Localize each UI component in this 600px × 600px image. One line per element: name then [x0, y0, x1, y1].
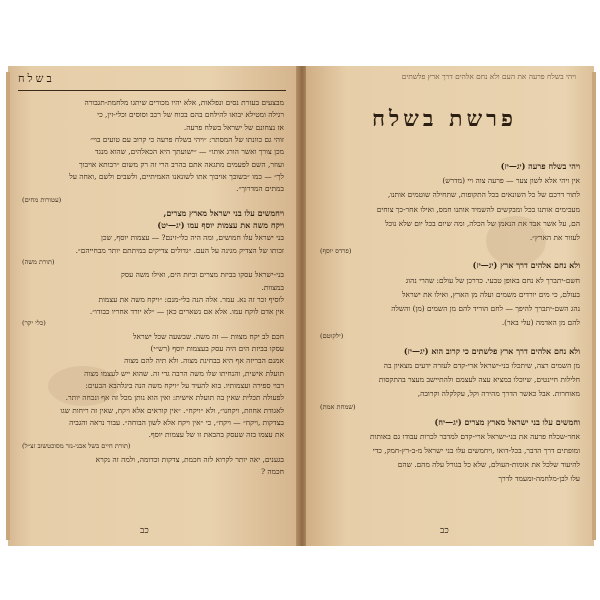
text-line: (פרדס יוסף)	[320, 247, 352, 256]
text-line: תועלת אישית, והנחיתו שלו משה הרבה גדי זה. שהוא ייש לעצמו מצוה	[84, 368, 284, 378]
text-line: ויחמשים עלו בני ישראל מארץ מצרים,	[163, 208, 284, 218]
text-line: מעכימים אותנו בכל ומבקשים להשמיד אותנו חמס, ואילו אחר-כך צוחים	[376, 204, 580, 214]
paper-stain	[48, 366, 118, 406]
text-line: חכם לב יקח מצוות — זה משה. שבשעה שכל ישראל	[133, 331, 284, 341]
open-book	[8, 66, 594, 546]
text-line: ועוזר, השם לפעמים מתגאה אתם בהרב הרי זה רק משום ״רבותא אויבוך	[79, 159, 284, 169]
text-line: חשם-יתברך לא נחם באופן טבעי. כדרכן של עולם: שהרי נהוג	[405, 275, 580, 285]
book-edge-right	[592, 72, 596, 540]
page-number-left: כב	[140, 526, 149, 536]
text-line: אין אדם לוקח עמו. אלא אם נשארים כאן — ״לא יורד אחריו כבודו״.	[89, 307, 284, 317]
text-line: מאוחרות. אבל כאשר הדרך מהירה וקל, עקלקלה וקרובה,	[417, 389, 580, 399]
page-title: פרשת בשלח	[372, 106, 517, 132]
text-line: ומופתים דרך הדבר, בכל-דואו ,ויחמשים עלו בני ישראל מ-ב-רץ-חמק, כדי	[372, 446, 580, 455]
text-line: להיעוד שלכל את אומות-העולם, שלא כל בגורל עלה מהם. שהם	[397, 460, 580, 470]
text-line: אז נצחונם של ישראל בשלח פרעה.	[183, 122, 284, 132]
text-line: לעזור את הארץ״.	[529, 233, 580, 242]
text-line: זוהי גם כוונתו של המסתר: ״ויהי בשלח פרעה כי קרוב עם טועים בוי״	[90, 134, 284, 144]
text-line: בעולם, כי מים יורדים משמים ועלה מן הארץ, ואילו את ישראל	[402, 289, 580, 299]
text-line: ולא נחם אלהים דרך ארץ (יג—יז)	[472, 261, 580, 271]
text-line: אין ויהי אלא לשון צער — פרעה צוה ויי (מדרש)	[442, 176, 580, 186]
text-line: בני-ישראל עסקו בביזת מצרים וביזת הים, ואילו משה עסק	[120, 270, 284, 280]
text-line: מבצעים בעזרת נסים ונפלאות, אלא יהיו מכורים שיתגו מלחמת-תגבורה	[84, 98, 284, 107]
text-line: זכותו של הצדיק מגינה על העם. ״גדולים צדיקים במיתתם יותר מבחייהם״.	[75, 245, 284, 255]
text-line: ולא נחם אלהים דרך ארץ פלשתים כי קרוב הוא (יג—יז)	[403, 346, 580, 356]
text-line: (שמחת אמת)	[320, 403, 356, 412]
text-line: לפעולה תכלית שאין בה תועלת אישית: ואין הוא נותן מכל זה אף ונכחה יותר.	[65, 393, 284, 403]
text-line: לך״ — כמו ״בשובך אויבוך אתו לשונאנו האמיתיים, ולשבים ולשם ,ואחה על	[69, 171, 284, 181]
text-line: במצוות.	[261, 282, 284, 292]
text-line: עלו לבן-מלחמה-ומעמד לדרך	[498, 474, 580, 484]
text-line: אחר-שכלח פרעה את בני-ישראל ארי-קדם למדבר לכרות עבודו גם באותות	[370, 431, 580, 441]
text-line: עסקו בביזת הים היה עסק בעצמות יוסף (רש״י)	[150, 344, 284, 353]
header-rule	[18, 90, 286, 91]
paper-stain	[486, 216, 546, 266]
text-line: לוסיף זכר זה נא. עמר. אלה הנה בלי-מנם: ״ויקח משה את עצמות	[98, 294, 284, 304]
text-line: רבוי ספירה ועצמותיו. בוא להעיד על ״ויקח משה הנה ביגלהבא הבעים:	[85, 380, 284, 390]
text-line: הם, על אשר אבד את הנאמן של הכלה, ומה שיום בכל יום שלא נוכל	[385, 218, 580, 228]
text-line: אמנם הבריזה אף היא בבחינת מצוה. ולא תיה להם מצוה	[124, 356, 284, 366]
text-line: רגילה ומטילא יבואו להילחם בהם בכוח של רכב וסוסים וכלי-זין, כי	[97, 110, 284, 120]
text-line: להם מן האדמה (עלי באר).	[501, 318, 580, 328]
text-line: לאגודת אחוזת, ויקחנו״, ולא ״ויקח״. ״אין קוראים אלא ויקח, שאין זה ריחות שגו	[60, 405, 284, 415]
text-line: (תורת משה)	[22, 257, 55, 266]
right-page	[306, 66, 594, 546]
text-line: (תורת חיים בשל אבני-נזר מסוכטשוב זצ״ל)	[22, 442, 131, 451]
text-line: וחמשים עלו בני ישראל מארץ מצרים (יג—יח)	[434, 417, 580, 427]
text-line: לתור דרכם של כל השונאים בכל התקופות, שתחילה שוטמים אותנו,	[387, 190, 580, 200]
text-line: חלילות חיינטים, שיוכלו במציא עצה לעצמם ולהתיישב מעצר בהתקסות	[378, 375, 580, 384]
text-line: ויקח משה את עצמות יוסף עמו (יג—יט)	[157, 221, 284, 230]
book-edge-left	[6, 72, 10, 540]
text-line: בני ישראל עלו חמושים, ומה היה כלי-זינם? — עצמות יוסף, שכן	[100, 233, 284, 243]
text-line: מן השמים רצה, שיתכלו בני-ישראל ארי-קדם לעזרה ידעים מצאיון בה	[383, 360, 580, 370]
text-line: (עטורות מחים)	[22, 196, 62, 205]
text-line: מכן צורך ואשר הורג אותו״ — ״ישועתך היא הכאלהים, שהוא מנגד	[94, 147, 284, 157]
text-line: בצדקות ,ויקח״ — ויקח״, כי ״אין ויקח אלא לשון הבוחה״. עבור נראה והגביה	[69, 417, 284, 427]
text-line: נהג השם-יתברך להיפך — לחם הוריד להם מן השמים (מן) והשלה	[391, 304, 580, 313]
text-line: את עצמו בזה שעסק בהבאת זו של עצמות יוסף.	[148, 430, 284, 440]
text-line: (ילקוטם)	[320, 332, 344, 341]
text-line: (כלי יקר)	[22, 319, 46, 328]
text-line: בגענים, יאה יותר לקרוא לזה חכמת, צדקות וכדומה, ולמה זה נקרא	[95, 454, 284, 464]
left-page	[8, 66, 298, 546]
text-line: חכמה ?	[261, 467, 284, 476]
top-bleed-text: ויהי בשלח פרעה את העם ולא נחם אלהים דרך ארץ פלשתים	[401, 72, 576, 81]
text-line: ויהי בשלח פרעה (יג—יז)	[500, 162, 580, 171]
text-line: במתים המדרוך״.	[236, 184, 284, 194]
running-head: בשלח	[18, 72, 55, 85]
page-number-right: כב	[440, 526, 449, 536]
